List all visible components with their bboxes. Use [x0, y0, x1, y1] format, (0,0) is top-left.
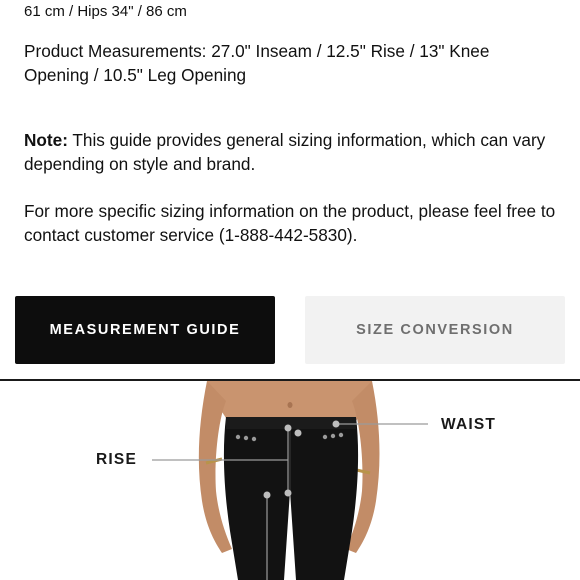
jeans-model-illustration [0, 381, 580, 580]
waist-side-marker [295, 430, 302, 437]
measurement-guide-tab[interactable]: MEASUREMENT GUIDE [15, 296, 275, 364]
rise-label: RISE [96, 451, 137, 468]
waist-label: WAIST [441, 416, 497, 433]
product-measurements-text: Product Measurements: 27.0" Inseam / 12.5" Rise / 13" Knee Opening / 10.5" Leg Opening [24, 41, 490, 85]
rise-bottom-marker [285, 490, 292, 497]
model-navel [288, 402, 293, 408]
jeans-rivet [236, 435, 240, 439]
measurement-figure [0, 381, 580, 580]
note-paragraph [24, 128, 559, 176]
note-text: This guide provides general sizing information, which can vary depending on style and brand. [24, 130, 546, 174]
size-conversion-tab[interactable]: SIZE CONVERSION [305, 296, 565, 364]
jeans-rivet [252, 437, 256, 441]
jeans-rivet [323, 435, 327, 439]
jeans-rivet [244, 436, 248, 440]
jeans-rivet [339, 433, 343, 437]
partial-size-line: 61 cm / Hips 34" / 86 cm [24, 3, 187, 20]
waist-point-marker [333, 421, 340, 428]
jeans-rivet [331, 434, 335, 438]
contact-paragraph: For more specific sizing information on the product, please feel free to contact customer service (1-888-442-5830). [24, 201, 556, 245]
rise-top-marker [285, 425, 292, 432]
note-label: Note: [24, 130, 68, 150]
jeans-shape [224, 417, 358, 580]
inseam-top-marker [264, 492, 271, 499]
model-torso [207, 381, 372, 421]
